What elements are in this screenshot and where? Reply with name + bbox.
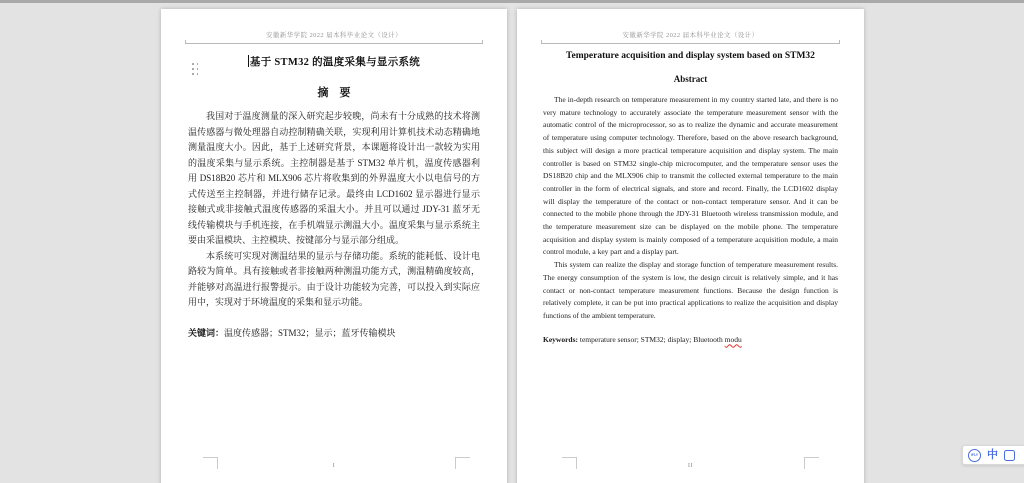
- keywords-text-cn: 温度传感器；STM32；显示；蓝牙传输模块: [224, 327, 396, 338]
- thesis-title-cn[interactable]: [161, 54, 507, 69]
- thesis-title-en[interactable]: Temperature acquisition and display system based on STM32: [566, 51, 815, 61]
- keywords-misspelled-word: modu: [724, 334, 742, 344]
- running-header: 安徽新华学院 2022 届本科毕业论文（设计）: [541, 30, 840, 44]
- running-header: 安徽新华学院 2022 届本科毕业论文（设计）: [185, 30, 483, 44]
- abstract-heading-en[interactable]: Abstract: [673, 74, 708, 84]
- text-cursor: [248, 55, 249, 67]
- abstract-paragraph[interactable]: The in-depth research on temperature measurement in my country started late, and there is no very mature technology to accurately associate the temperature measurement sensor with the automatic control of the microprocessor, so as to realize the dynamic and accurate measurement of temperature using computer technology. Therefore, based on the above research background, this subject will design a more practical temperature acquisition and display system. The main controller is based on STM32 single-chip microcomputer, and the temperature sensor uses the DS18B20 chip and the MLX906 chip to transmit the collected external temperature to the main controller in the form of electrical signals, and store and record. Finally, the LCD1602 display will display the temperature of the contact or non-contact temperature sensor. And it can be connected to the mobile phone through the JDY-31 Bluetooth wireless transmission module, and the temperature measurement size can be displayed on the mobile phone. The temperature acquisition and display system is mainly composed of a temperature acquisition module, a main control module, a key part and a display part.: [543, 95, 838, 257]
- keywords-line-en[interactable]: [543, 335, 838, 344]
- document-page-2[interactable]: [517, 9, 864, 483]
- keywords-label-cn: 关键词：: [188, 327, 225, 338]
- ime-language-indicator[interactable]: 中: [987, 448, 998, 461]
- ime-extra-icon[interactable]: [1004, 450, 1015, 461]
- abstract-paragraph[interactable]: 本系统可实现对测温结果的显示与存储功能。系统的能耗低、设计电路较为简单。具有接触或者非接触两种测温功能方式，测温精确度较高，并能够对高温进行报警提示。由于设计功能较为完善，可以投入到实际应用中，实现对于环境温度的采集和显示功能。: [188, 250, 480, 307]
- abstract-heading-cn[interactable]: 摘 要: [317, 87, 351, 99]
- abstract-paragraph[interactable]: 我国对于温度测量的深入研究起步较晚，尚未有十分成熟的技术将测温传感器与微处理器自动控制精确关联，实现利用计算机技术动态精确地测量温度大小。因此，基于上述研究背景，本课题将设计出一款较为实用的温度采集与显示系统。主控制器是基于 STM32 单片机，温度传感器利用 DS18B20 芯片和 MLX906 芯片将收集到的外界温度大小以电信号的方式传送至主控制器，并进行储存记录。最终由 LCD1602 显示器进行显示接触式或非接触式温度传感器的采温大小。并且可以通过 JDY-31 蓝牙无线传输模块与手机连接，在手机端显示测温大小。温度采集与显示系统主要由采温模块、主控模块、按键部分与显示部分组成。: [188, 111, 480, 245]
- document-page-1[interactable]: [161, 9, 507, 483]
- keywords-label-en: Keywords:: [543, 334, 578, 344]
- keywords-line-cn[interactable]: [188, 326, 480, 339]
- window-top-strip: [0, 0, 1024, 3]
- abstract-paragraph[interactable]: This system can realize the display and storage function of temperature measurement results. The energy consumption of the system is low, the design circuit is relatively simple, and it has contact or non-contact temperature measurement functions. Because the design function is relatively complete, it can be put into practical applications to realize the acquisition and display functions of the ambient temperature.: [543, 260, 838, 320]
- page-number: I: [332, 462, 336, 469]
- ime-language-bar[interactable]: [962, 445, 1024, 465]
- abstract-body-en[interactable]: [543, 94, 838, 323]
- abstract-body-cn[interactable]: [188, 109, 480, 311]
- keywords-text-en: temperature sensor; STM32; display; Bluetooth: [578, 334, 725, 344]
- ime-logo-icon[interactable]: iFLY: [968, 449, 981, 462]
- page-number: II: [687, 462, 694, 469]
- thesis-title-cn-text: 基于 STM32 的温度采集与显示系统: [249, 57, 421, 68]
